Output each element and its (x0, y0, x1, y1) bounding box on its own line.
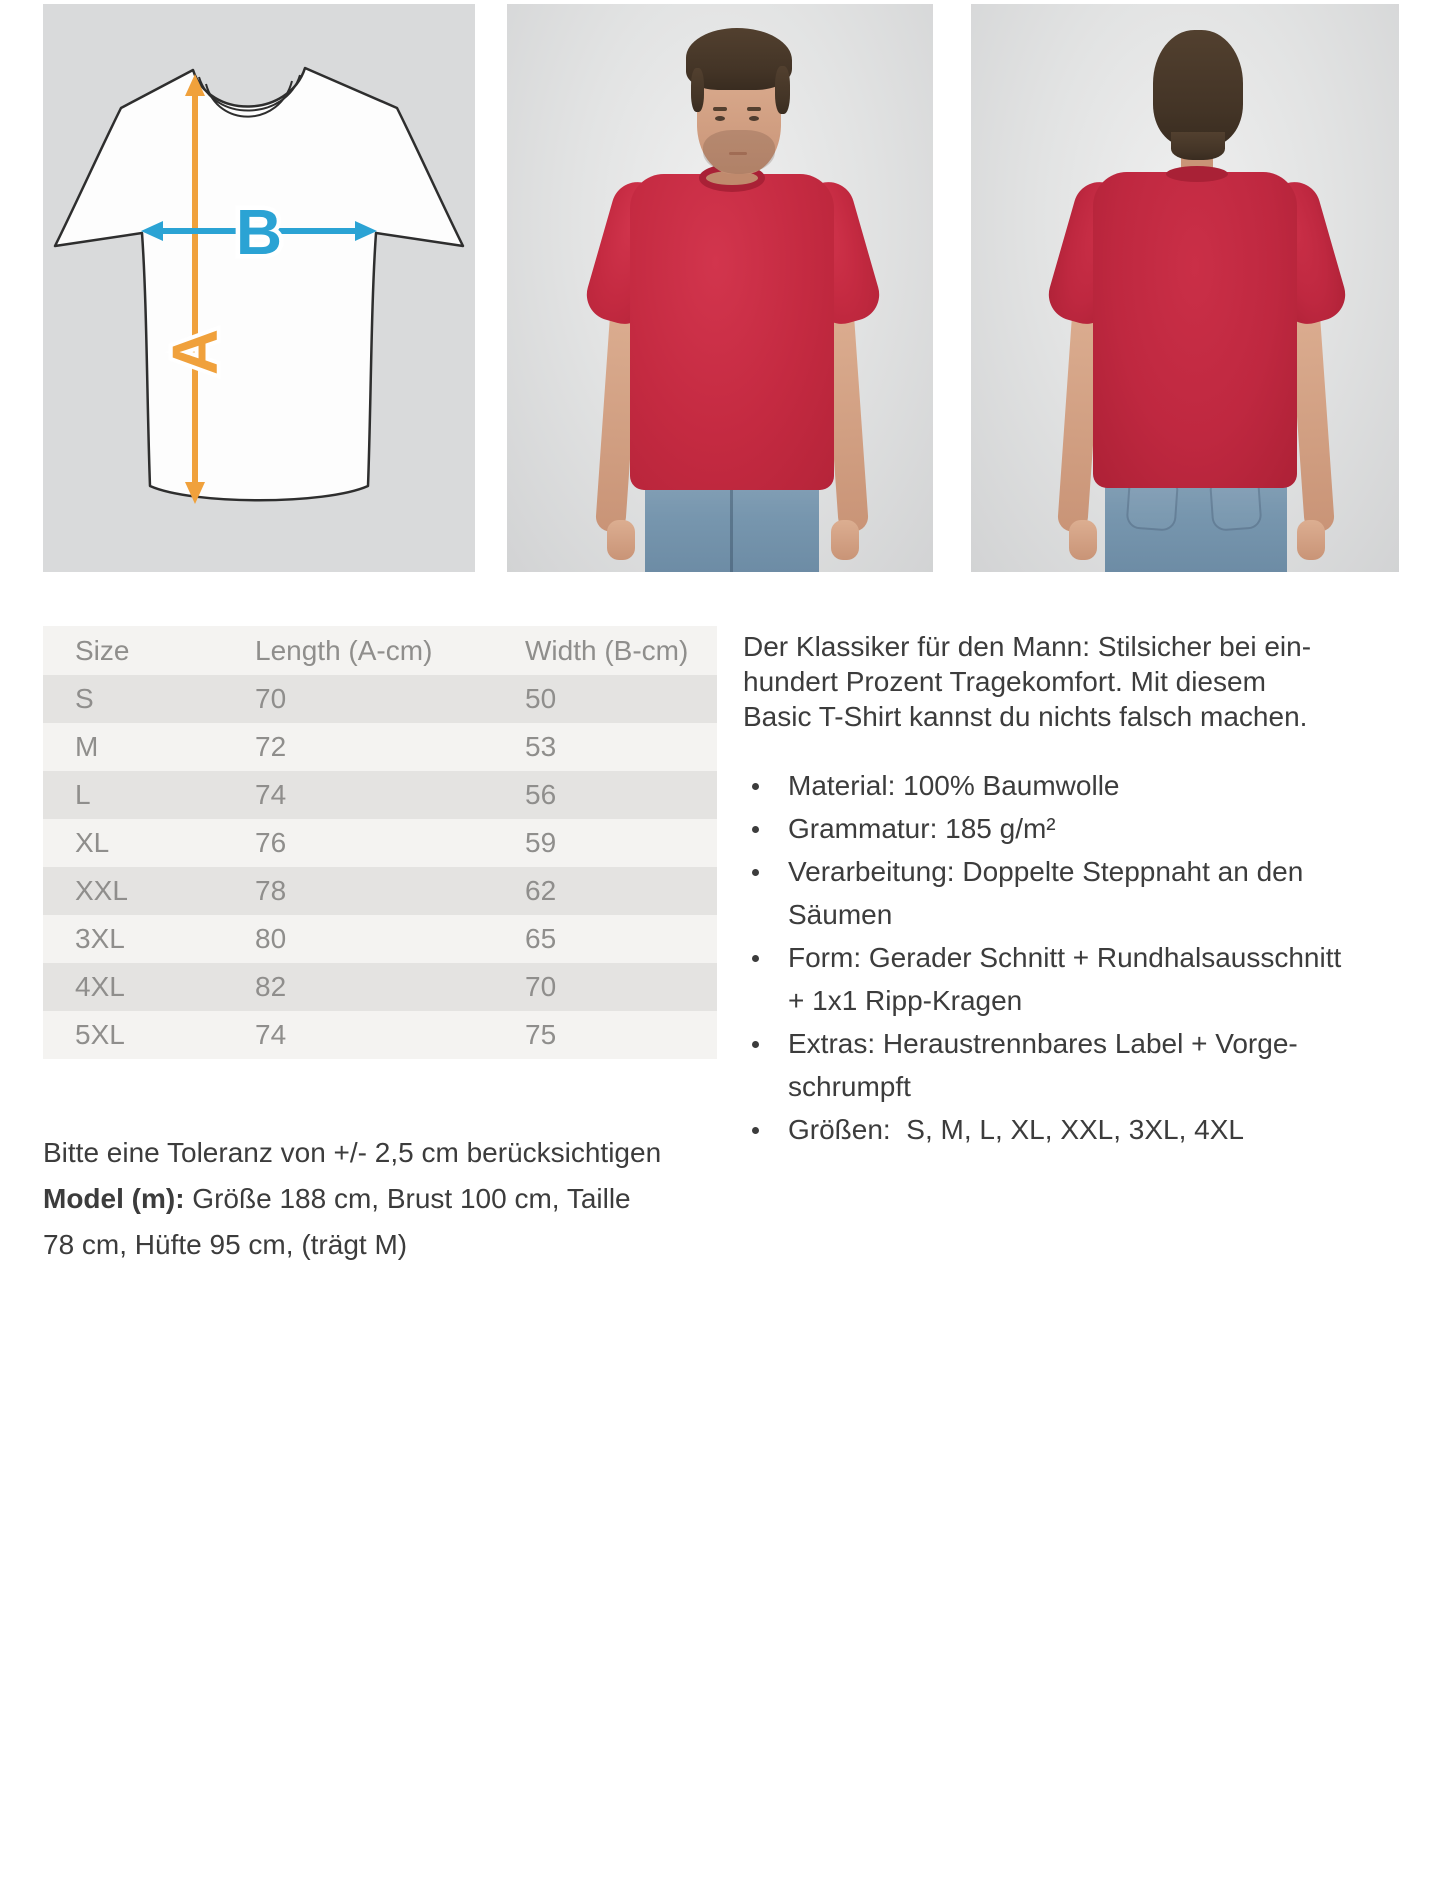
bullet-dot-icon (752, 955, 759, 962)
size-value: XL (75, 827, 110, 858)
jeans-back-pocket-right (1209, 482, 1262, 531)
hair-back (1153, 30, 1243, 146)
size-value: S (75, 683, 94, 714)
bullet-dot-icon (752, 869, 759, 876)
spec-line: Verarbeitung: Doppelte Steppnaht an den (788, 856, 1304, 887)
spec-line: Material: 100% Baumwolle (788, 770, 1120, 801)
right-hand (1297, 520, 1325, 560)
jeans-fly-seam (730, 478, 733, 572)
width-value: 59 (525, 827, 557, 858)
bullet-dot-icon (752, 783, 759, 790)
spec-line: + 1x1 Ripp-Kragen (788, 985, 1023, 1016)
table-row (43, 819, 717, 867)
width-value: 65 (525, 923, 557, 954)
length-value: 74 (255, 779, 287, 810)
table-row (43, 723, 717, 771)
table-row (43, 915, 717, 963)
table-row (43, 1011, 717, 1059)
width-value: 70 (525, 971, 557, 1002)
spec-bullet-item (743, 936, 1341, 1022)
left-hand (1069, 520, 1097, 560)
spec-bullet-item (743, 850, 1341, 936)
right-eye (749, 116, 759, 121)
bullet-dot-icon (752, 826, 759, 833)
spec-line: Grammatur: 185 g/m² (788, 813, 1056, 844)
table-row (43, 963, 717, 1011)
model-label: Model (m): (43, 1183, 185, 1214)
size-value: M (75, 731, 99, 762)
left-hand (607, 520, 635, 560)
label-b: B (235, 196, 283, 268)
width-value: 53 (525, 731, 557, 762)
description-line: Der Klassiker für den Mann: Stilsicher bei ein- (743, 631, 1312, 662)
spec-bullet-list (743, 764, 1341, 1151)
description-line: Basic T-Shirt kannst du nichts falsch machen. (743, 701, 1308, 732)
tshirt-back-collar (1166, 166, 1228, 182)
hair-side-right (775, 66, 790, 114)
width-value: 62 (525, 875, 557, 906)
spec-line: Extras: Heraustrennbares Label + Vorge- (788, 1028, 1298, 1059)
hair-nape (1171, 132, 1225, 160)
length-value: 70 (255, 683, 287, 714)
size-value: L (75, 779, 91, 810)
spec-line: schrumpft (788, 1071, 911, 1102)
jeans-back-pocket-left (1125, 482, 1178, 531)
length-value: 80 (255, 923, 287, 954)
length-value: 74 (255, 1019, 287, 1050)
length-value: 76 (255, 827, 287, 858)
spec-bullet-item (743, 1108, 1341, 1151)
size-value: 5XL (75, 1019, 125, 1050)
spec-line: Größen: S, M, L, XL, XXL, 3XL, 4XL (788, 1114, 1244, 1145)
size-table-header-row (43, 626, 717, 675)
length-value: 78 (255, 875, 287, 906)
size-value: 3XL (75, 923, 125, 954)
size-value: XXL (75, 875, 128, 906)
tshirt-measure-diagram (43, 4, 475, 572)
spec-bullet-item (743, 1022, 1341, 1108)
mouth (729, 152, 747, 155)
header-length: Length (A-cm) (255, 634, 433, 666)
model-front-photo (507, 4, 933, 572)
table-row (43, 675, 717, 723)
size-diagram-image (43, 4, 475, 572)
size-value: 4XL (75, 971, 125, 1002)
table-row (43, 771, 717, 819)
right-hand (831, 520, 859, 560)
left-eyebrow (713, 107, 727, 111)
size-table (43, 626, 717, 1059)
header-width: Width (B-cm) (525, 634, 689, 666)
description-line: hundert Prozent Tragekomfort. Mit diesem (743, 666, 1266, 697)
width-value: 75 (525, 1019, 557, 1050)
model-back-photo (971, 4, 1399, 572)
model-info-line2: 78 cm, Hüfte 95 cm, (trägt M) (43, 1229, 408, 1260)
spec-bullet-item (743, 807, 1341, 850)
model-info-line (43, 1176, 661, 1222)
bullet-dot-icon (752, 1127, 759, 1134)
length-value: 82 (255, 971, 287, 1002)
table-row (43, 867, 717, 915)
header-size: Size (75, 634, 130, 666)
width-value: 56 (525, 779, 557, 810)
length-value: 72 (255, 731, 287, 762)
notes-block (43, 1130, 661, 1268)
model-measurements: Größe 188 cm, Brust 100 cm, Taille (184, 1183, 631, 1214)
bullet-dot-icon (752, 1041, 759, 1048)
spec-line: Form: Gerader Schnitt + Rundhalsausschnitt (788, 942, 1342, 973)
tshirt-back (1093, 172, 1297, 488)
right-eyebrow (747, 107, 761, 111)
hair-side-left (691, 68, 704, 112)
spec-line: Säumen (788, 899, 893, 930)
spec-bullet-item (743, 764, 1341, 807)
left-eye (715, 116, 725, 121)
tolerance-note: Bitte eine Toleranz von +/- 2,5 cm berücksichtigen (43, 1137, 662, 1168)
product-description (743, 629, 1341, 1151)
tshirt-front (630, 174, 834, 490)
width-value: 50 (525, 683, 557, 714)
label-a: A (159, 328, 231, 376)
